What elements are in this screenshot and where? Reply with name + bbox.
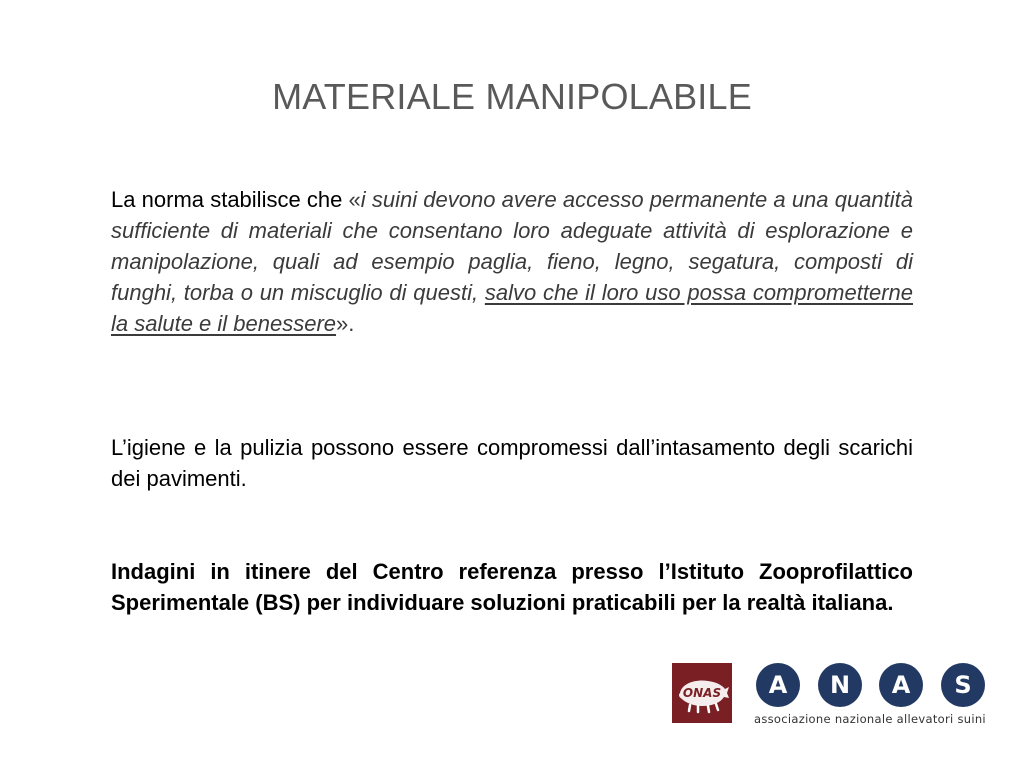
anas-letter-a1: A — [756, 663, 800, 707]
logos-footer — [672, 660, 992, 730]
anas-letter-a2: A — [879, 663, 923, 707]
paragraph-investigations: Indagini in itinere del Centro referenza presso l’Istituto Zooprofilattico Sperimentale (BS) per individuare soluzioni praticabili per la realtà italiana. — [111, 559, 913, 615]
onas-logo-text: ONAS — [682, 686, 722, 700]
paragraph-hygiene: L’igiene e la pulizia possono essere compromessi dall’intasamento degli scarichi dei pavimenti. — [111, 435, 913, 491]
slide-title: MATERIALE MANIPOLABILE — [272, 76, 752, 117]
onas-pig-logo-icon — [672, 663, 732, 723]
quote-underlined-text: salvo che il loro uso possa comprometterne la salute e il benessere — [111, 280, 913, 336]
anas-letter-n: N — [818, 663, 862, 707]
close-quote: ». — [336, 311, 355, 336]
onas-logo — [672, 663, 732, 723]
quote-italic-text: i suini devono avere accesso permanente a una quantità sufficiente di materiali che consentano loro adeguate attività di esplorazione e manipolazione, quali ad esempio paglia, fieno, legno, segatura, composti di funghi, torba o un miscuglio di questi, — [111, 187, 914, 305]
open-quote: « — [348, 187, 361, 212]
paragraph-lead: La norma stabilisce che — [111, 187, 349, 212]
anas-letter-s: S — [941, 663, 985, 707]
paragraph-norm-quote — [111, 184, 913, 339]
anas-caption: associazione nazionale allevatori suini — [754, 712, 986, 726]
